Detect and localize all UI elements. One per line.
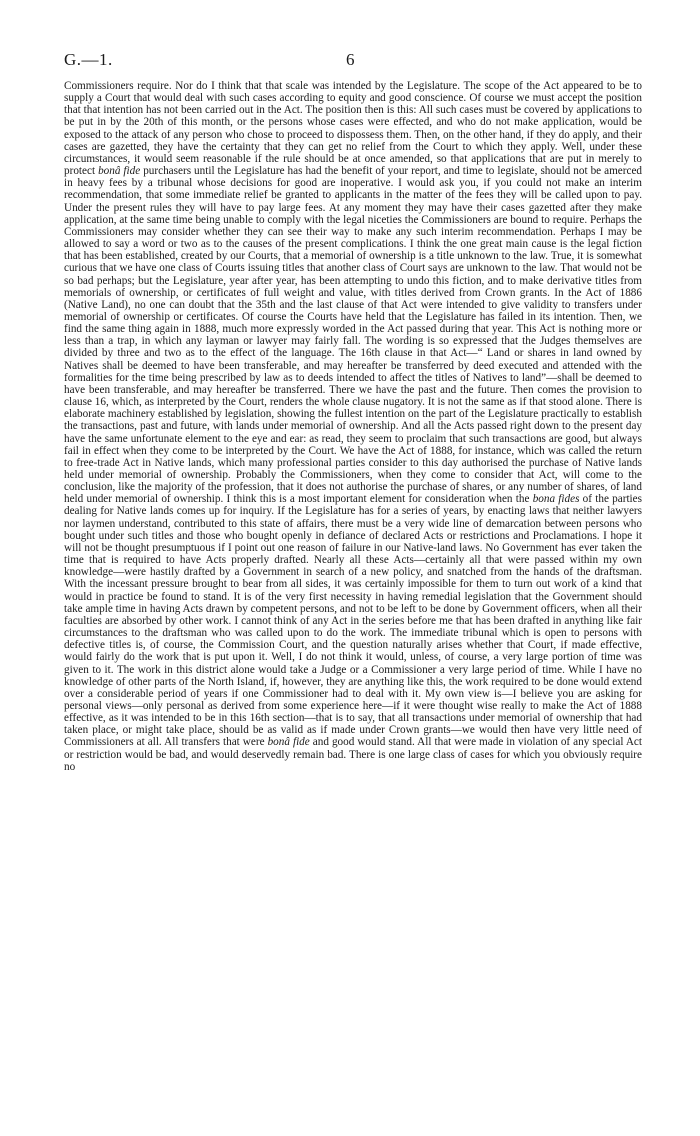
page-header	[64, 50, 638, 72]
italic-term: bona fides	[532, 493, 580, 506]
parliamentary-paper-reference: G.—1.	[64, 50, 113, 69]
text-run: and good would stand. All that were made in violation of any special Act or restriction would be bad, and would deservedly remain bad. There is one large class of cases for which you obviously require no	[64, 736, 642, 773]
text-run: Commissioners require. Nor do I think that that scale was intended by the Legislature. The scope of the Act appeared to be to supply a Court that would deal with such cases according to equity and good conscience. Of course we must accept the position that that intention has not been carried out in the Act. The position then is this: All such cases must be covered by applications to be put in by the 20th of this month, or the persons whose cases were effected, and who do not make application, would be exposed to the attack of any person who chose to proceed to dispossess them. Then, on the other hand, if they do apply, and their cases are gazetted, they have the certainty that they can get no relief from the Court to which they apply. Well, under these circumstances, it would seem reasonable if the rule should be at once amended, so that applications that are put in merely to protect	[64, 80, 642, 178]
page-number: 6	[346, 50, 355, 69]
body-text	[64, 80, 642, 1120]
italic-term: bonâ fide	[98, 165, 141, 178]
text-run: of the parties dealing for Native lands comes up for inquiry. If the Legislature has for a series of years, by enacting laws that neither lawyers nor laymen understand, contributed to this state of affairs, there must be a very wide line of demarcation between persons who bought under such titles and those who bought openly in defiance of declared Acts or restrictions and Proclamations. I hope it will not be thought presumptuous if I point out one reason of failure in our Native-land laws. No Government has ever taken the time that is required to have Acts properly drafted. Nearly all these Acts—certainly all that were passed within my own knowledge—were hastily drafted by a Government in search of a new policy, and snatched from the hands of the draftsman. With the incessant pressure brought to bear from all sides, it was certainly impossible for them to turn out work of a kind that would in practice be found to stand. It is of the very first necessity in having remedial legislation that the Government should take ample time in having Acts drawn by competent persons, and not to be left to be done by Government officers, when all their faculties are absorbed by other work. I cannot think of any Act in the series before me that has been drafted in anything like fair circumstances to the draftsman who was called upon to do the work. The immediate tribunal which is open to persons with defective titles is, of course, the Commission Court, and the question naturally arises whether that Court, if made effective, would fairly do the work that is put upon it. Well, I do not think it would, unless, of course, a very large portion of time was given to it. The work in this district alone would take a Judge or a Commissioner a very large period of time. While I have no knowledge of other parts of the North Island, if, however, they are anything like this, the work required to be done would extend over a considerable period of years if one Commissioner had to deal with it. My own view is—I believe you are asking for personal views—only personal as derived from some experience here—if it were thought wise really to make the Act of 1888 effective, as it was intended to be in this 16th section—that is to say, that all transactions under memorial of ownership that had taken place, or might take place, should be as valid as if made under Crown grants—we would then have very little need of Commissioners at all. All transfers that were	[64, 493, 642, 749]
text-run: purchasers until the Legislature has had the benefit of your report, and time to legislate, should not be amerced in heavy fees by a tribunal whose decisions for good are inoperative. I would ask you, if you could not make an interim recommendation, that some immediate relief be granted to applicants in the matter of the fees they will be called upon to pay. Under the present rules they will have to pay large fees. At any moment they may have their cases gazetted after they make application, at the same time being unable to comply with the legal niceties the Commissioners are bound to require. Perhaps the Commissioners may consider whether they can see their way to make any such interim recommendation. Perhaps I may be allowed to say a word or two as to the causes of the present complications. I think the one great main cause is the legal fiction that has been established, created by our Courts, that a memorial of ownership is a title unknown to the law. True, it is somewhat curious that we have one class of Courts issuing titles that another class of Court says are unknown to the law. That would not be so bad perhaps; but the Legislature, year after year, has been attempting to undo this fiction, and to make derivative titles from memorials of ownership, or certificates of full weight and value, with titles derived from Crown grants. In the Act of 1886 (Native Land), no one can doubt that the 35th and the last clause of that Act were intended to give validity to transfers under memorial of ownership or certificates. Of course the Courts have held that the Legislature has failed in its intention. Then, we find the same thing again in 1888, much more expressly worded in the Act passed during that year. This Act is nothing more or less than a trap, in which any layman or lawyer may fairly fall. The wording is so expressed that the Judges themselves are divided by three and two as to the effect of the language. The 16th clause in that Act—“ Land or shares in land owned by Natives shall be deemed to have been transferable, and may hereafter be transferred by deed executed and attended with the formalities for the time being prescribed by law as to deeds intended to affect the titles of Natives to land”—shall be deemed to have been transferable, and may hereafter be transferred. There we have the past and the future. Then comes the provision to clause 16, which, as interpreted by the Court, renders the whole clause nugatory. It is not the same as if that stood alone. There is elaborate machinery established by legislation, showing the fullest intention on the part of the Legislature practically to establish the transactions, past and future, with lands under memorial of ownership. And all the Acts passed right down to the present day have the same unfortunate element to the eye and ear: as read, they seem to proclaim that such transactions are good, but always fail in effect when they come to be interpreted by the Court. We have the Act of 1888, for instance, which was called the return to free-trade Act in Native lands, which many professional parties consider to this day authorised the purchase of Native lands held under memorial of ownership. Probably the Commissioners, when they come to consider that Act, will come to the conclusion, like the majority of the profession, that it does not authorise the purchase of shares, or any number of shares, of land held under memorial of ownership. I think this is a most important element for consideration when the	[64, 165, 642, 506]
italic-term: bonâ fide	[267, 736, 310, 749]
testimony-paragraph	[64, 80, 642, 773]
